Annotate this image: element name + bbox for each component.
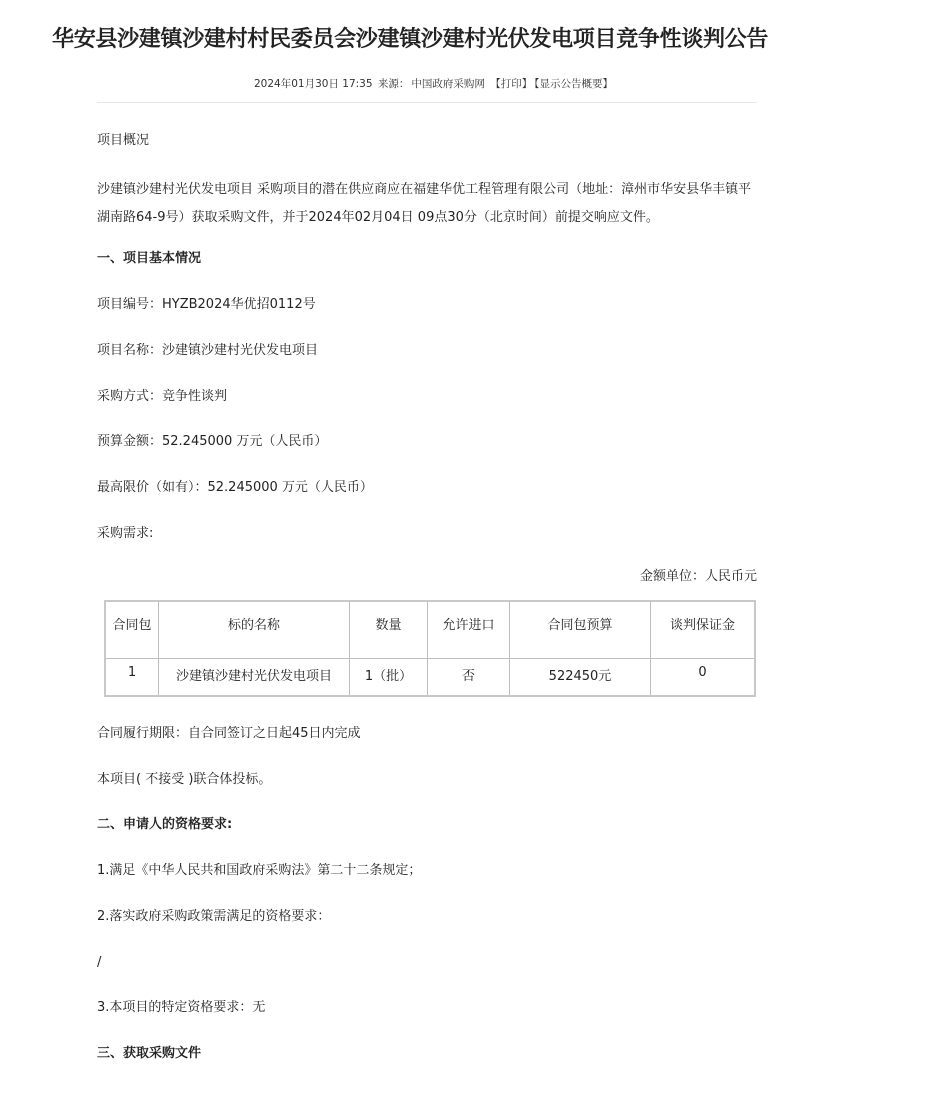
table-header-row <box>105 601 755 659</box>
source-label: 来源： <box>377 78 410 90</box>
table-header-cell: 合同包预算 <box>510 601 651 659</box>
table-header-cell: 标的名称 <box>159 601 350 659</box>
table-cell: 522450元 <box>510 659 651 697</box>
publish-datetime: 2024年01月30日 17:35 <box>254 78 373 90</box>
section1-heading: 一、项目基本情况 <box>97 251 202 266</box>
show-summary-link[interactable]: 【显示公告概要】 <box>534 78 613 90</box>
table-row <box>105 659 755 697</box>
section3-heading: 三、获取采购文件 <box>97 1046 202 1061</box>
overview-heading: 项目概况 <box>97 133 150 148</box>
table-cell: 0 <box>651 659 756 697</box>
table-cell: 1 <box>105 659 159 697</box>
table-cell: 否 <box>428 659 510 697</box>
qualification-item-3: 3.本项目的特定资格要求：无 <box>97 1000 266 1015</box>
qualification-item-1: 1.满足《中华人民共和国政府采购法》第二十二条规定； <box>97 863 422 878</box>
source-name: 中国政府采购网 <box>411 78 485 90</box>
qualification-item-2: 2.落实政府采购政策需满足的资格要求： <box>97 909 331 924</box>
procurement-method: 采购方式：竞争性谈判 <box>97 389 228 404</box>
max-price: 最高限价（如有）：52.245000 万元（人民币） <box>97 480 373 495</box>
budget-amount: 预算金额：52.245000 万元（人民币） <box>97 434 328 449</box>
contract-period: 合同履行期限：自合同签订之日起45日内完成 <box>97 726 361 741</box>
table-header-cell: 合同包 <box>105 601 159 659</box>
requirement-label: 采购需求: <box>97 526 154 541</box>
print-link[interactable]: 【打印】 <box>490 78 533 90</box>
section2-heading: 二、申请人的资格要求: <box>97 817 233 832</box>
table-cell: 沙建镇沙建村光伏发电项目 <box>159 659 350 697</box>
requirements-table <box>104 600 756 697</box>
table-header-cell: 允许进口 <box>428 601 510 659</box>
page-title: 华安县沙建镇沙建村村民委员会沙建镇沙建村光伏发电项目竞争性谈判公告 <box>52 27 769 52</box>
article-meta <box>254 76 615 91</box>
amount-unit: 金额单位：人民币元 <box>639 569 757 584</box>
overview-paragraph: 沙建镇沙建村光伏发电项目 采购项目的潜在供应商应在福建华优工程管理有限公司（地址：漳州市华安县华丰镇平湖南路64-9号）获取采购文件，并于2024年02月04日 09点30分（北京时间）前提交响应文件。 <box>97 182 752 225</box>
consortium-note: 本项目( 不接受 )联合体投标。 <box>97 772 272 787</box>
table-cell: 1（批） <box>350 659 428 697</box>
project-name: 项目名称：沙建镇沙建村光伏发电项目 <box>97 343 319 358</box>
table-header-cell: 谈判保证金 <box>651 601 756 659</box>
qualification-item-2-value: / <box>97 955 102 970</box>
table-header-cell: 数量 <box>350 601 428 659</box>
header-divider <box>97 102 757 103</box>
project-number: 项目编号：HYZB2024华优招0112号 <box>97 297 316 312</box>
